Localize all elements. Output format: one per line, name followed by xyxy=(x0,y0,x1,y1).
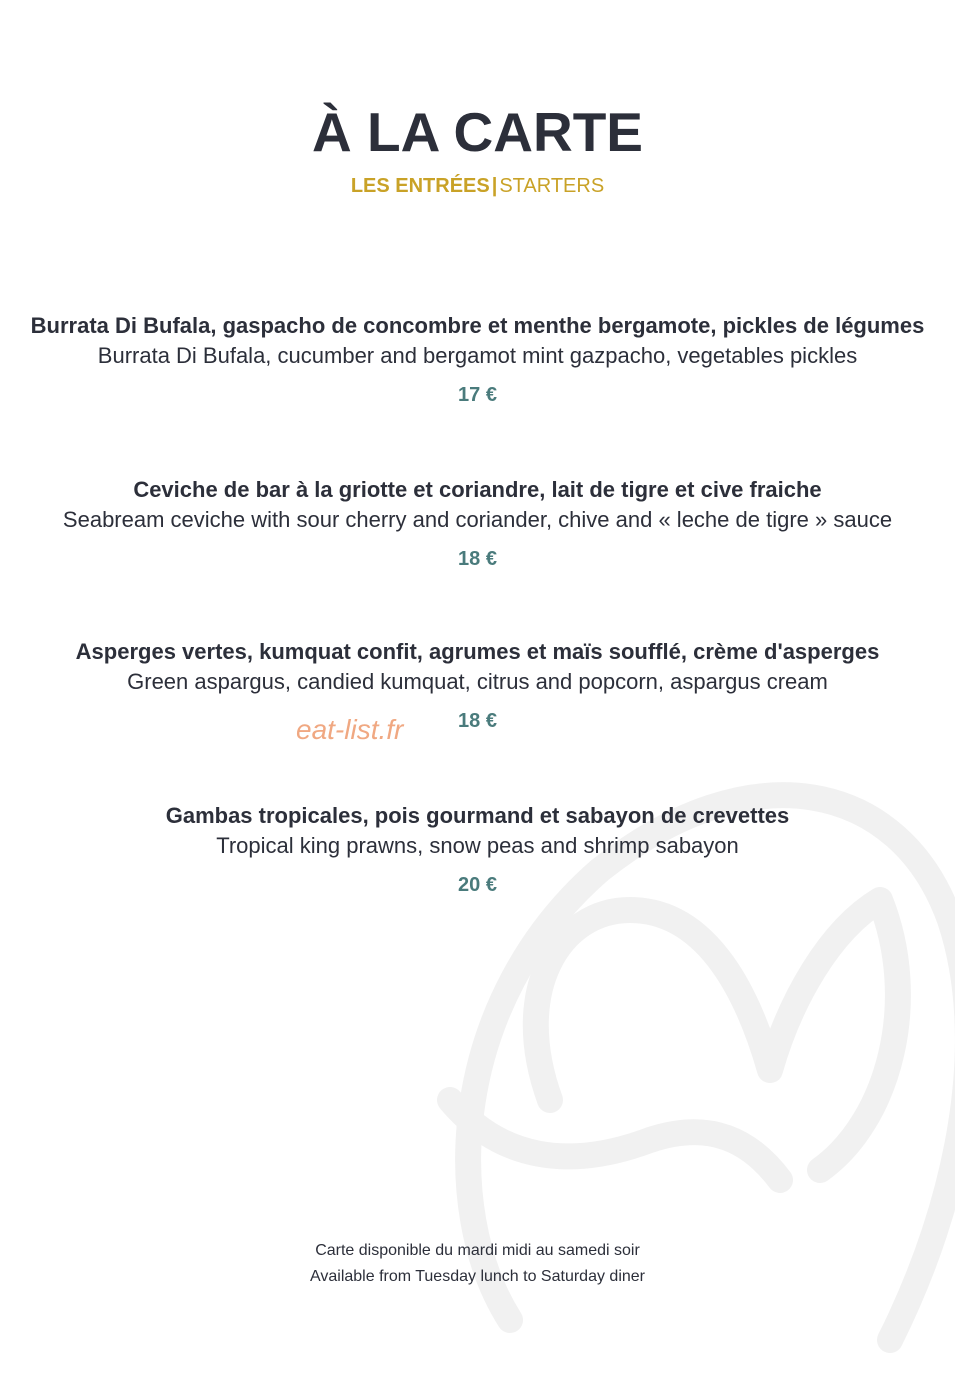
availability-note xyxy=(0,1238,955,1290)
section-subtitle-separator: | xyxy=(491,175,498,197)
site-watermark-text: eat-list.fr xyxy=(296,714,404,745)
dish-name-fr: Gambas tropicales, pois gourmand et sabayon de crevettes xyxy=(165,803,790,828)
section-subtitle xyxy=(0,174,955,198)
section-subtitle-fr: LES ENTRÉES xyxy=(350,175,490,197)
dish-item xyxy=(0,801,955,897)
section-subtitle-en: STARTERS xyxy=(499,175,605,197)
dish-price: 18 € xyxy=(458,710,497,732)
page-title: À LA CARTE xyxy=(312,101,643,163)
dish-name-fr: Asperges vertes, kumquat confit, agrumes et maïs soufflé, crème d'asperges xyxy=(75,639,880,664)
dish-name-en: Tropical king prawns, snow peas and shrimp sabayon xyxy=(216,833,739,858)
dish-name-en: Seabream ceviche with sour cherry and coriander, chive and « leche de tigre » sauce xyxy=(62,507,893,532)
dish-item xyxy=(0,475,955,571)
dish-item xyxy=(0,637,955,733)
availability-note-fr: Carte disponible du mardi midi au samedi soir xyxy=(315,1242,640,1259)
dish-item xyxy=(0,311,955,407)
dish-name-en: Burrata Di Bufala, cucumber and bergamot mint gazpacho, vegetables pickles xyxy=(97,343,858,368)
dish-name-fr: Burrata Di Bufala, gaspacho de concombre et menthe bergamote, pickles de légumes xyxy=(30,313,925,338)
dish-name-en: Green aspargus, candied kumquat, citrus and popcorn, aspargus cream xyxy=(127,669,828,694)
dish-price: 18 € xyxy=(458,548,497,570)
availability-note-en: Available from Tuesday lunch to Saturday diner xyxy=(309,1268,645,1285)
dish-name-fr: Ceviche de bar à la griotte et coriandre, lait de tigre et cive fraiche xyxy=(133,477,822,502)
dish-price: 20 € xyxy=(458,874,497,896)
dish-price: 17 € xyxy=(458,384,497,406)
